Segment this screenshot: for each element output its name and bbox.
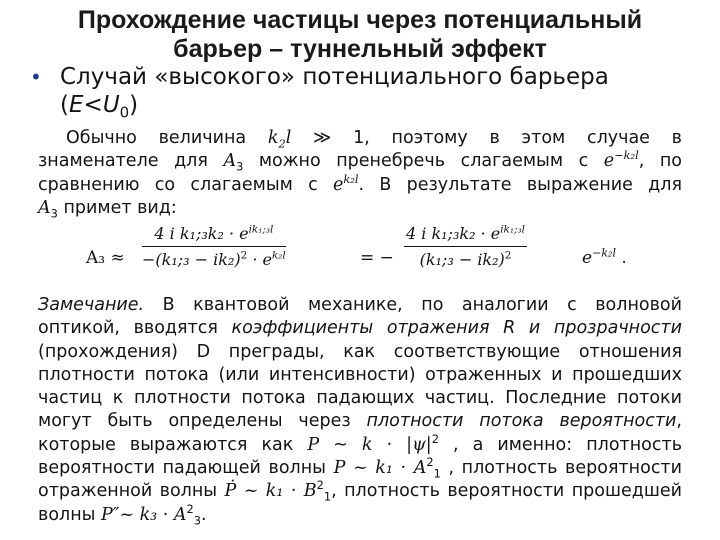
para2-line-10: волны P″~ $k_3 \cdot A^2_3$. — [38, 501, 207, 528]
formula-exponential-factor: $e^{-k_2l}$ . — [582, 246, 627, 268]
slide-title-line-2: барьер – туннельный эффект — [173, 35, 547, 63]
para2-line-5: частиц к плотности потока падающих частиц. Последние потоки — [38, 388, 682, 409]
fraction-1-numerator: 4 i k₁;₃k₂ · $e^{ik_1;_3l}$ — [142, 224, 286, 247]
para1-line-1: Обычно величина $k_2l$ ≫ 1, поэтому в этом случае в — [66, 128, 682, 151]
fraction-1-denominator: −(k₁;₃ − $ik_2)^2 \cdot e^{k_2l}$ — [142, 249, 286, 269]
para2-line-8: вероятности падающей волны P ~ $k_1 \cdot A^2_1$ , плотность вероятности — [38, 455, 683, 481]
fraction-2-numerator: 4 i k₁;₃k₂ · $e^{ik_1;_3l}$ — [404, 224, 527, 247]
paragraph-remark — [38, 294, 682, 527]
para2-line-4: плотности потока (или интенсивности) отраженных и прошедших — [38, 364, 682, 385]
formula-lhs: A₃ ≈ — [86, 248, 125, 268]
para2-line-2: оптикой, вводятся коэффициенты отражения R и прозрачности — [38, 318, 682, 339]
formula-fraction-2 — [404, 224, 527, 269]
case-heading — [30, 64, 609, 91]
case-heading-text: Случай «высокого» потенциального барьера — [60, 64, 609, 90]
slide-title — [0, 6, 720, 64]
formula-a3 — [38, 222, 682, 298]
paragraph-approximation — [38, 127, 682, 220]
para2-line-3: (прохождения) D преграды, как соответствующие отношения — [38, 341, 682, 362]
case-heading-condition: $(E<U_0)$ — [60, 92, 139, 122]
slide-title-line-1: Прохождение частицы через потенциальный — [77, 6, 643, 34]
formula-fraction-1 — [142, 224, 286, 269]
para2-line-9: отраженной волны Ṗ ~ $k_1 \cdot B^2_1$, плотность вероятности прошедшей — [38, 478, 682, 504]
para1-line-3: сравнению со слагаемым с $e^{k_2l}$. В результате выражение для — [38, 171, 682, 195]
fraction-2-denominator: (k₁;₃ − ik₂)$^2$ — [419, 249, 512, 269]
para2-line-1: Замечание. В квантовой механике, по аналогии с волновой — [38, 295, 682, 315]
para2-line-7: которые выражаются как P ~ $k \cdot |\psi|^2$ , а именно: плотность — [38, 431, 683, 455]
para2-line-6: могут быть определены через плотности потока вероятности, — [38, 411, 682, 432]
para1-line-2: знаменателе для $A_3$ можно пренебречь слагаемым с $e^{-k_2l}$, по — [38, 148, 682, 174]
bullet-icon: • — [30, 65, 42, 89]
para1-line-4: $A_3$ примет вид: — [38, 197, 177, 221]
formula-equals-minus: = − — [360, 248, 394, 268]
